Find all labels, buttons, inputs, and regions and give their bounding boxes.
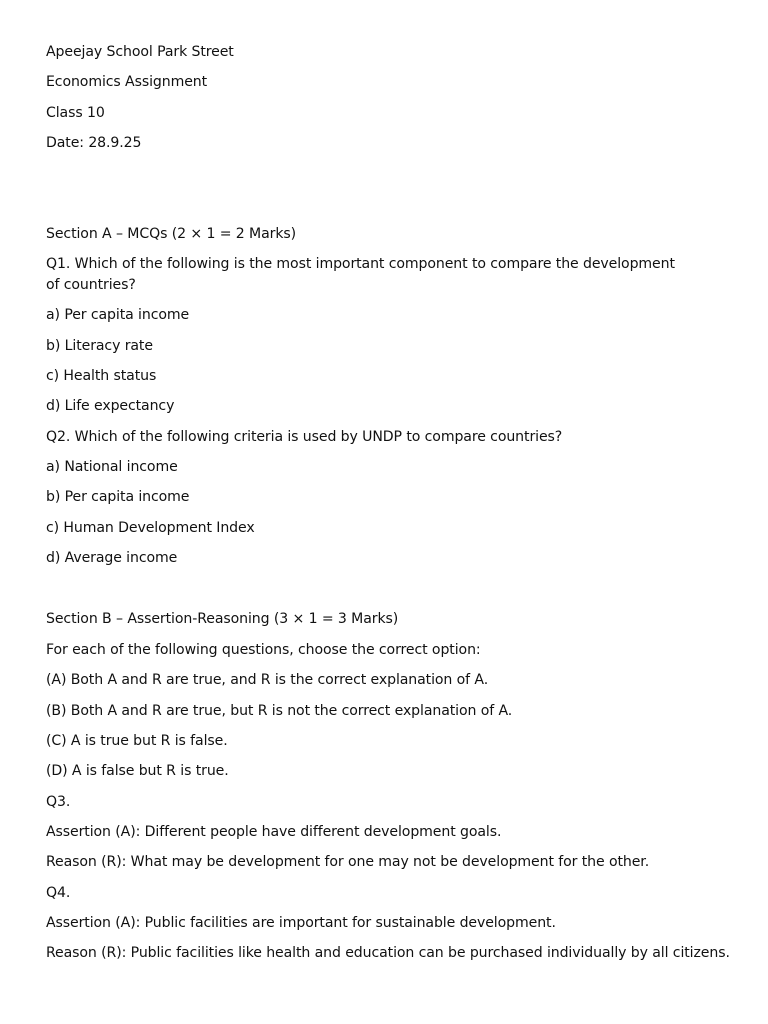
section-b-instruction: For each of the following questions, choose the correct option: bbox=[46, 642, 481, 658]
q1-option-c: c) Health status bbox=[46, 368, 157, 384]
q1-option-a: a) Per capita income bbox=[46, 307, 190, 323]
q2-option-c: c) Human Development Index bbox=[46, 520, 255, 536]
q1-question: Q1. Which of the following is the most important component to compare the development of countries? bbox=[46, 256, 675, 293]
q3-label: Q3. bbox=[46, 794, 71, 810]
choice-b: (B) Both A and R are true, but R is not the correct explanation of A. bbox=[46, 703, 513, 719]
q3-assertion: Assertion (A): Different people have different development goals. bbox=[46, 824, 502, 840]
q2-option-d: d) Average income bbox=[46, 550, 178, 566]
date-label: Date: 28.9.25 bbox=[46, 135, 142, 151]
q1-option-d: d) Life expectancy bbox=[46, 398, 175, 414]
choice-a: (A) Both A and R are true, and R is the correct explanation of A. bbox=[46, 672, 489, 688]
section-a-title: Section A – MCQs (2 × 1 = 2 Marks) bbox=[46, 226, 297, 242]
q2-question: Q2. Which of the following criteria is used by UNDP to compare countries? bbox=[46, 429, 563, 445]
class-label: Class 10 bbox=[46, 105, 105, 121]
q4-label: Q4. bbox=[46, 885, 71, 901]
choice-d: (D) A is false but R is true. bbox=[46, 763, 229, 779]
q4-reason: Reason (R): Public facilities like health and education can be purchased individually by all citizens. bbox=[46, 945, 730, 961]
section-b-title: Section B – Assertion-Reasoning (3 × 1 = 3 Marks) bbox=[46, 611, 399, 627]
q4-assertion: Assertion (A): Public facilities are important for sustainable development. bbox=[46, 915, 556, 931]
q2-option-a: a) National income bbox=[46, 459, 178, 475]
choice-c: (C) A is true but R is false. bbox=[46, 733, 228, 749]
q2-option-b: b) Per capita income bbox=[46, 489, 190, 505]
assignment-title: Economics Assignment bbox=[46, 74, 208, 90]
q1-option-b: b) Literacy rate bbox=[46, 338, 153, 354]
q3-reason: Reason (R): What may be development for one may not be development for the other. bbox=[46, 854, 650, 870]
school-name: Apeejay School Park Street bbox=[46, 44, 234, 60]
